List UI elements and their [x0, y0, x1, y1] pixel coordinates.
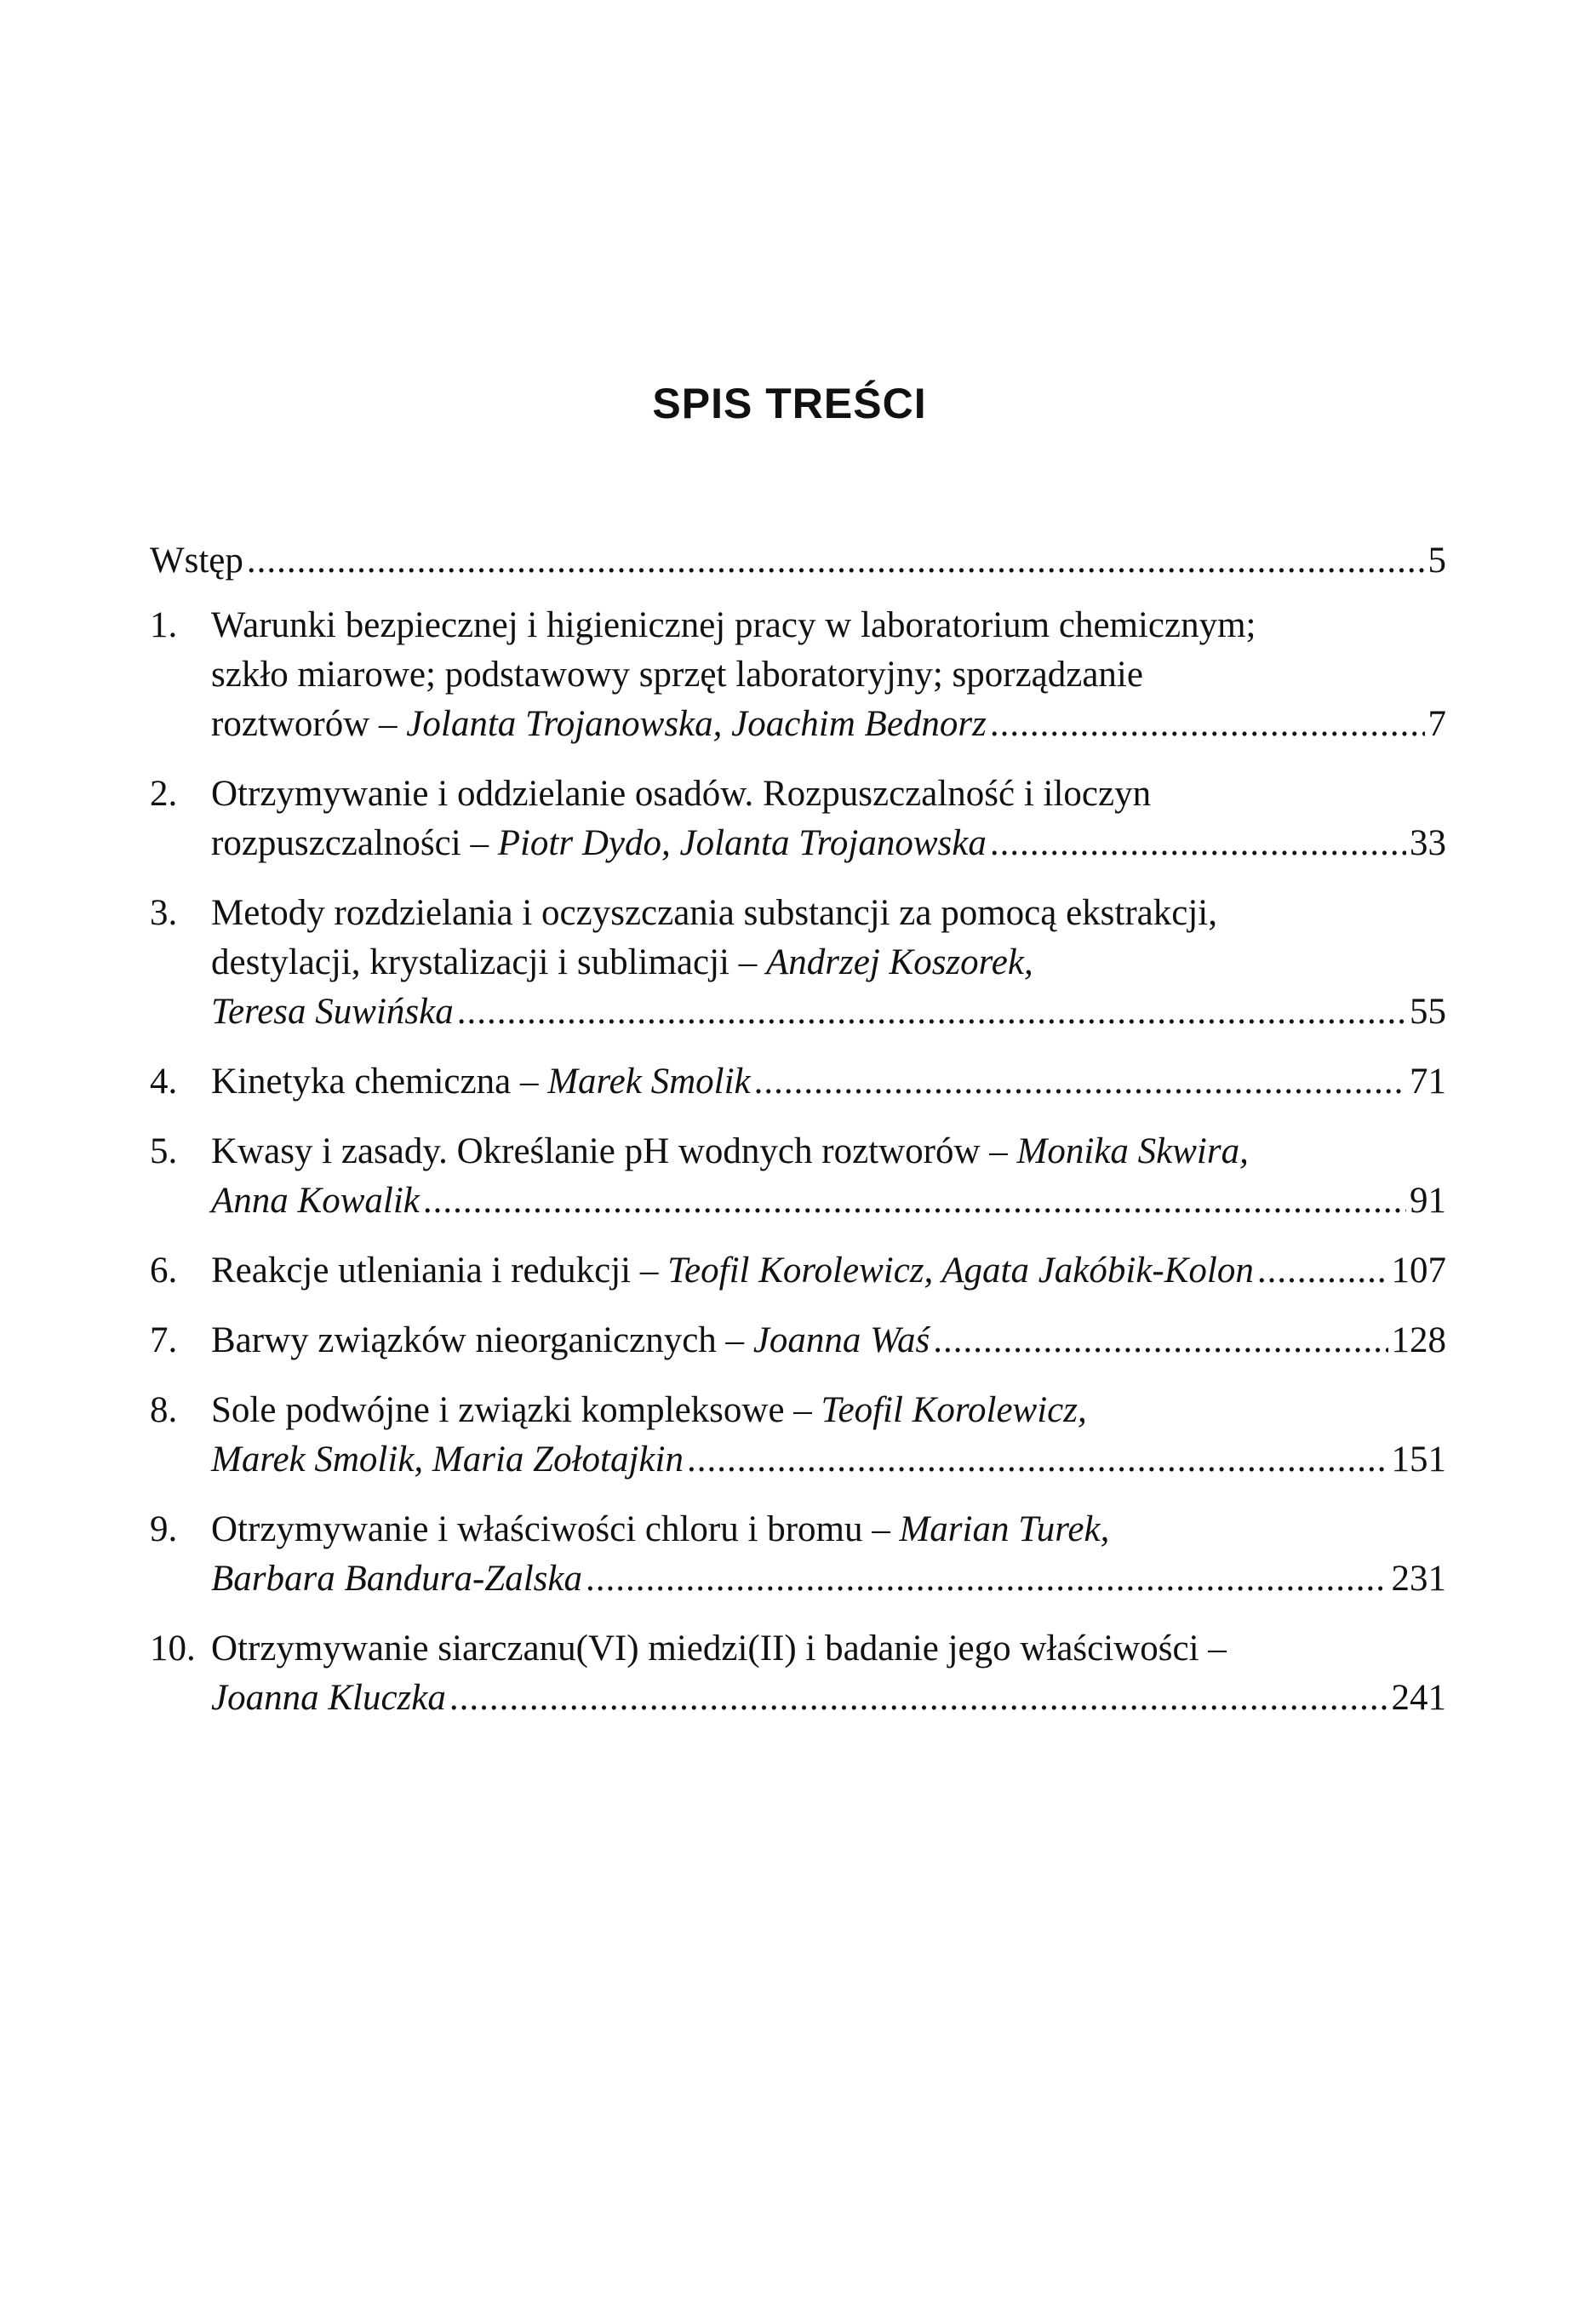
dot-leader	[586, 1554, 1388, 1604]
toc-line	[211, 1435, 1446, 1485]
page-number: 33	[1410, 823, 1446, 863]
entry-number: 9.	[150, 1509, 178, 1549]
dot-leader	[687, 1435, 1388, 1485]
toc-line	[211, 819, 1446, 868]
dot-leader	[457, 987, 1406, 1037]
dot-leader	[1257, 1246, 1388, 1296]
toc-line	[211, 700, 1446, 749]
toc-entry-3	[150, 889, 1446, 1037]
toc-entry-7	[150, 1316, 1446, 1365]
entry-number: 8.	[150, 1390, 178, 1430]
page-number: 107	[1391, 1251, 1446, 1291]
toc-entry-8	[150, 1386, 1446, 1485]
toc-line	[211, 1674, 1446, 1723]
entry-authors: Monika Skwira,	[1016, 1131, 1249, 1171]
entry-text-line	[211, 1505, 1446, 1554]
toc-line	[211, 1316, 1446, 1365]
entry-text: Kinetyka chemiczna –	[211, 1062, 548, 1102]
entry-number: 6.	[150, 1251, 178, 1291]
entry-authors: Barbara Bandura-Zalska	[211, 1559, 582, 1599]
entry-text-line: Warunki bezpiecznej i higienicznej pracy w laboratorium chemicznym;	[211, 605, 1256, 645]
dot-leader	[990, 819, 1406, 868]
toc-line	[211, 987, 1446, 1037]
entry-text-line	[211, 938, 1446, 987]
entry-text-line	[211, 1127, 1446, 1176]
entry-text: roztworów –	[211, 704, 407, 744]
toc-entry-1	[150, 601, 1446, 749]
entry-authors: Andrzej Koszorek,	[766, 942, 1033, 982]
toc-entry-4	[150, 1057, 1446, 1107]
entry-authors: Marian Turek,	[899, 1509, 1110, 1549]
entry-authors: Jolanta Trojanowska, Joachim Bednorz	[406, 704, 987, 744]
page-number: 91	[1410, 1181, 1446, 1221]
page-title: SPIS TREŚCI	[652, 380, 927, 427]
toc-line	[150, 536, 1446, 586]
entry-authors: Anna Kowalik	[211, 1181, 420, 1221]
entry-title: Wstęp	[150, 541, 243, 581]
entry-authors: Marek Smolik, Maria Zołotajkin	[211, 1440, 684, 1480]
page-number: 5	[1427, 541, 1446, 581]
page-number: 55	[1410, 992, 1446, 1032]
entry-text: rozpuszczalności –	[211, 823, 498, 863]
entry-authors: Joanna Waś	[752, 1320, 930, 1360]
entry-number: 3.	[150, 893, 178, 933]
entry-number: 1.	[150, 605, 178, 645]
entry-authors: Teofil Korolewicz,	[821, 1390, 1087, 1430]
entry-text-line: Otrzymywanie i oddzielanie osadów. Rozpuszczalność i iloczyn	[211, 774, 1152, 814]
page-number: 231	[1391, 1559, 1446, 1599]
entry-text: Barwy związków nieorganicznych –	[211, 1320, 753, 1360]
page-number: 128	[1391, 1320, 1446, 1360]
toc-entry-10	[150, 1624, 1446, 1723]
entry-text-line: szkło miarowe; podstawowy sprzęt laboratoryjny; sporządzanie	[211, 655, 1143, 695]
entry-text: Kwasy i zasady. Określanie pH wodnych roztworów –	[211, 1131, 1017, 1171]
dot-leader	[990, 700, 1425, 749]
toc-entry-intro	[150, 536, 1446, 586]
page-number: 151	[1391, 1440, 1446, 1480]
entry-text: Reakcje utleniania i redukcji –	[211, 1251, 668, 1291]
dot-leader	[754, 1057, 1406, 1107]
toc-entry-5	[150, 1127, 1446, 1226]
page-number: 71	[1410, 1062, 1446, 1102]
entry-authors: Teofil Korolewicz, Agata Jakóbik-Kolon	[667, 1251, 1254, 1291]
entry-number: 5.	[150, 1131, 178, 1171]
entry-text: Sole podwójne i związki kompleksowe –	[211, 1390, 821, 1430]
dot-leader	[933, 1316, 1387, 1365]
page-number: 7	[1427, 704, 1446, 744]
toc-line	[211, 1246, 1446, 1296]
entry-number: 4.	[150, 1062, 178, 1102]
dot-leader	[449, 1674, 1388, 1723]
toc-line	[211, 1057, 1446, 1107]
entry-text: Otrzymywanie i właściwości chloru i bromu –	[211, 1509, 900, 1549]
entry-text-line: Otrzymywanie siarczanu(VI) miedzi(II) i badanie jego właściwości –	[211, 1629, 1227, 1669]
entry-number: 7.	[150, 1320, 178, 1360]
table-of-contents	[150, 536, 1446, 1743]
toc-line	[211, 1554, 1446, 1604]
entry-text-line	[211, 1386, 1446, 1435]
entry-text: destylacji, krystalizacji i sublimacji –	[211, 942, 766, 982]
entry-text-line: Metody rozdzielania i oczyszczania substancji za pomocą ekstrakcji,	[211, 893, 1217, 933]
dot-leader	[247, 536, 1425, 586]
entry-authors: Marek Smolik	[547, 1062, 751, 1102]
page-number: 241	[1391, 1678, 1446, 1718]
toc-entry-6	[150, 1246, 1446, 1296]
toc-line	[211, 1176, 1446, 1226]
entry-number: 2.	[150, 774, 178, 814]
toc-entry-9	[150, 1505, 1446, 1604]
entry-authors: Teresa Suwińska	[211, 992, 454, 1032]
entry-authors: Joanna Kluczka	[211, 1678, 446, 1718]
toc-entry-2	[150, 770, 1446, 868]
entry-number: 10.	[150, 1629, 196, 1669]
dot-leader	[423, 1176, 1406, 1226]
entry-authors: Piotr Dydo, Jolanta Trojanowska	[497, 823, 987, 863]
